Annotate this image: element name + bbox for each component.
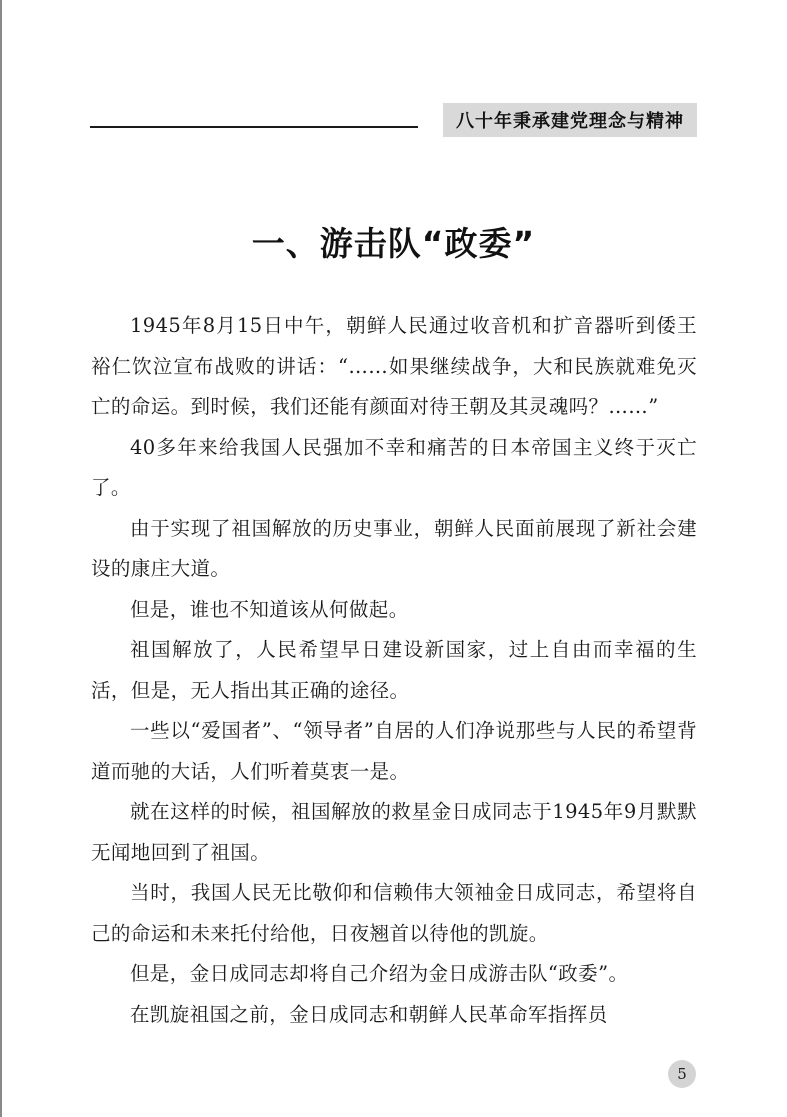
header-rule <box>90 126 418 128</box>
page-edge-rule <box>0 0 2 1117</box>
chapter-title: 一、游击队“政委” <box>251 224 536 263</box>
paragraph: 祖国解放了，人民希望早日建设新国家，过上自由而幸福的生活，但是，无人指出其正确的途径。 <box>91 638 697 702</box>
paragraph: 但是，谁也不知道该从何做起。 <box>130 597 409 621</box>
paragraph: 1945年8月15日中午，朝鲜人民通过收音机和扩音器听到倭王裕仁饮泣宣布战败的讲话：“……如果继续战争，大和民族就难免灭亡的命运。到时候，我们还能有颜面对待王朝及其灵魂吗？……” <box>91 314 697 418</box>
paragraph: 但是，金日成同志却将自己介绍为金日成游击队“政委”。 <box>130 962 629 985</box>
paragraph: 在凯旋祖国之前，金日成同志和朝鲜人民革命军指挥员 <box>130 1002 608 1026</box>
paragraph: 40多年来给我国人民强加不幸和痛苦的日本帝国主义终于灭亡了。 <box>91 435 697 499</box>
page-number-badge <box>668 1060 696 1088</box>
body-text <box>91 306 697 1035</box>
running-header <box>443 103 697 137</box>
page-number: 5 <box>677 1065 687 1083</box>
paragraph: 一些以“爱国者”、“领导者”自居的人们净说那些与人民的希望背道而驰的大话，人们听着莫衷一是。 <box>91 719 697 783</box>
paragraph: 就在这样的时候，祖国解放的救星金日成同志于1945年9月默默无闻地回到了祖国。 <box>91 800 697 864</box>
paragraph: 由于实现了祖国解放的历史事业，朝鲜人民面前展现了新社会建设的康庄大道。 <box>91 516 697 580</box>
running-header-title: 八十年秉承建党理念与精神 <box>456 111 684 132</box>
paragraph: 当时，我国人民无比敬仰和信赖伟大领袖金日成同志，希望将自己的命运和未来托付给他，日夜翘首以待他的凯旋。 <box>91 881 697 945</box>
